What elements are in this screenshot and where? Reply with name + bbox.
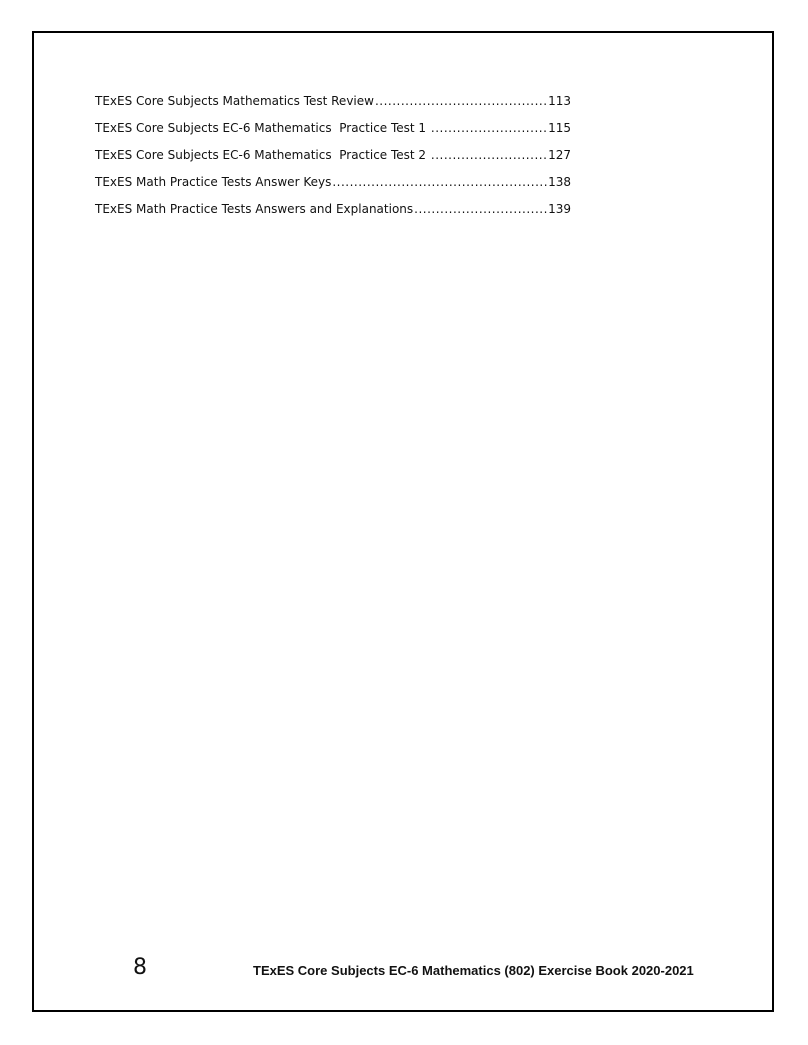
- toc-dot-leader: [414, 202, 547, 216]
- toc-dot-leader: [332, 175, 547, 189]
- toc-entry[interactable]: [95, 175, 571, 202]
- toc-entry[interactable]: [95, 121, 571, 148]
- table-of-contents: [95, 94, 571, 229]
- toc-dot-leader: [431, 148, 547, 162]
- toc-entry-page: 115: [548, 121, 571, 135]
- footer-book-title: TExES Core Subjects EC-6 Mathematics (802) Exercise Book 2020-2021: [253, 963, 694, 978]
- toc-entry-page: 113: [548, 94, 571, 108]
- page-number: 8: [133, 955, 147, 980]
- toc-entry-title: TExES Core Subjects EC-6 Mathematics Practice Test 1: [95, 121, 430, 135]
- toc-entry[interactable]: [95, 148, 571, 175]
- toc-dot-leader: [375, 94, 547, 108]
- toc-entry-page: 138: [548, 175, 571, 189]
- toc-entry-title: TExES Core Subjects Mathematics Test Review: [95, 94, 374, 108]
- toc-entry-title: TExES Math Practice Tests Answer Keys: [95, 175, 332, 189]
- toc-entry-title: TExES Math Practice Tests Answers and Explanations: [95, 202, 414, 216]
- toc-entry[interactable]: [95, 94, 571, 121]
- toc-dot-leader: [431, 121, 547, 135]
- toc-entry-title: TExES Core Subjects EC-6 Mathematics Practice Test 2: [95, 148, 430, 162]
- toc-entry-page: 127: [548, 148, 571, 162]
- toc-entry[interactable]: [95, 202, 571, 229]
- toc-entry-page: 139: [548, 202, 571, 216]
